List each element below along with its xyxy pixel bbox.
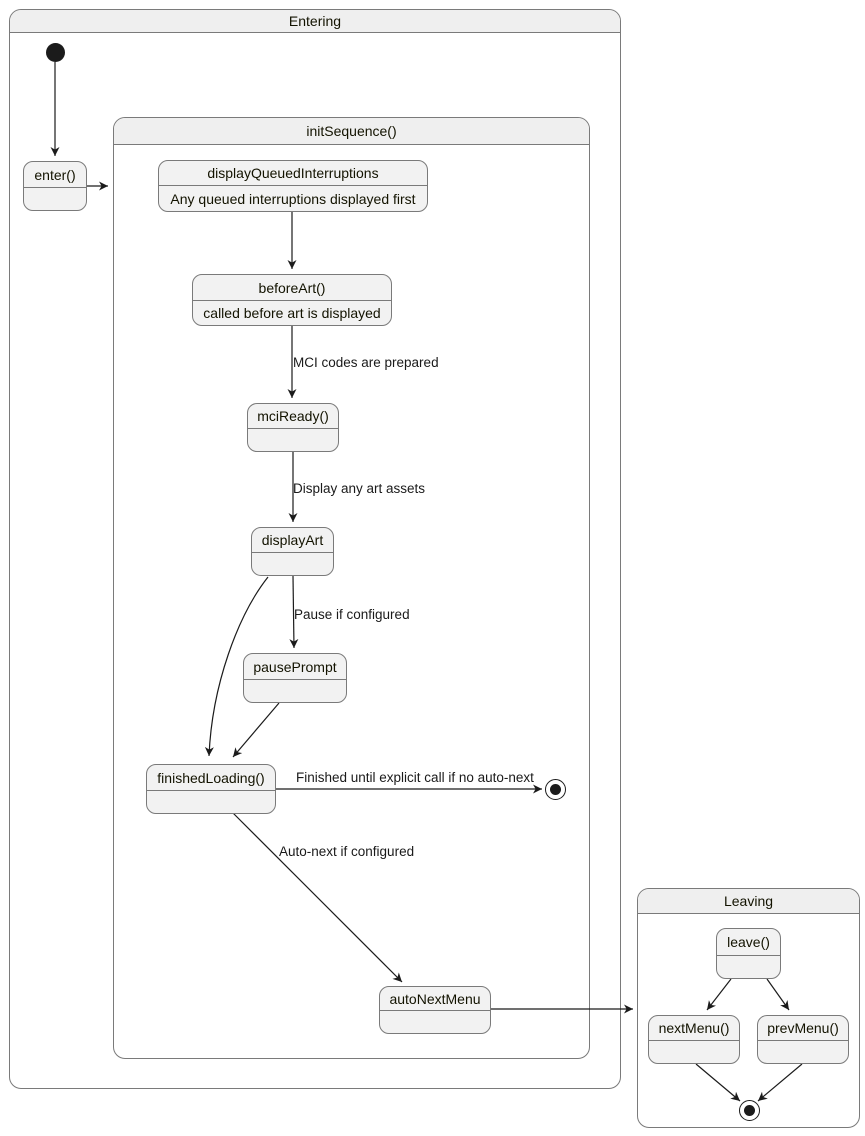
state-display-art	[251, 527, 334, 576]
final-state-dot	[550, 784, 561, 795]
state-display-queued-interruptions-title: displayQueuedInterruptions	[159, 161, 427, 186]
state-mci-ready-body	[248, 429, 338, 451]
final-state-dot	[744, 1105, 755, 1116]
state-before-art-description: called before art is displayed	[203, 305, 381, 321]
state-prev-menu	[757, 1015, 849, 1064]
state-before-art-title: beforeArt()	[193, 275, 391, 301]
state-mci-ready	[247, 403, 339, 452]
edge-next-menu-to-final	[696, 1064, 740, 1101]
state-pause-prompt-title: pausePrompt	[244, 654, 346, 680]
edge-finished-to-auto-next	[233, 813, 402, 982]
state-enter-title: enter()	[24, 162, 86, 188]
state-display-queued-interruptions-description: Any queued interruptions displayed first	[170, 190, 416, 207]
state-display-art-body	[252, 553, 333, 575]
state-next-menu-title: nextMenu()	[649, 1016, 739, 1041]
edge-leave-to-next-menu	[707, 979, 731, 1010]
edge-prev-menu-to-final	[758, 1064, 802, 1101]
edge-label-mci-codes: MCI codes are prepared	[293, 355, 439, 370]
state-leave	[716, 928, 781, 979]
final-state-init-sequence	[545, 779, 566, 800]
state-next-menu	[648, 1015, 740, 1064]
state-finished-loading-title: finishedLoading()	[147, 765, 275, 791]
frame-init-sequence-title: initSequence()	[114, 118, 589, 145]
state-prev-menu-body	[758, 1041, 848, 1063]
final-state-leaving	[739, 1100, 760, 1121]
state-prev-menu-title: prevMenu()	[758, 1016, 848, 1041]
edge-label-display-art: Display any art assets	[293, 481, 426, 496]
state-leave-title: leave()	[717, 929, 780, 956]
state-auto-next-menu-body	[380, 1011, 490, 1033]
edge-label-auto-next: Auto-next if configured	[279, 844, 415, 859]
state-display-art-title: displayArt	[252, 528, 333, 553]
initial-state	[46, 43, 65, 62]
state-enter-body	[24, 188, 86, 210]
state-mci-ready-title: mciReady()	[248, 404, 338, 429]
state-finished-loading-body	[147, 791, 275, 813]
state-auto-next-menu	[379, 986, 491, 1034]
state-next-menu-body	[649, 1041, 739, 1063]
state-finished-loading	[146, 764, 276, 814]
state-leave-body	[717, 956, 780, 978]
edge-pause-prompt-to-finished	[233, 703, 279, 757]
state-display-queued-interruptions	[158, 160, 428, 212]
state-pause-prompt	[243, 653, 347, 703]
frame-entering-title: Entering	[10, 10, 620, 33]
state-before-art	[192, 274, 392, 326]
state-auto-next-menu-title: autoNextMenu	[380, 987, 490, 1011]
frame-leaving-title: Leaving	[638, 889, 859, 914]
edge-label-pause: Pause if configured	[294, 607, 410, 622]
state-enter	[23, 161, 87, 211]
edge-leave-to-prev-menu	[767, 979, 789, 1010]
edge-label-finished: Finished until explicit call if no auto-next	[296, 770, 534, 785]
state-pause-prompt-body	[244, 680, 346, 702]
